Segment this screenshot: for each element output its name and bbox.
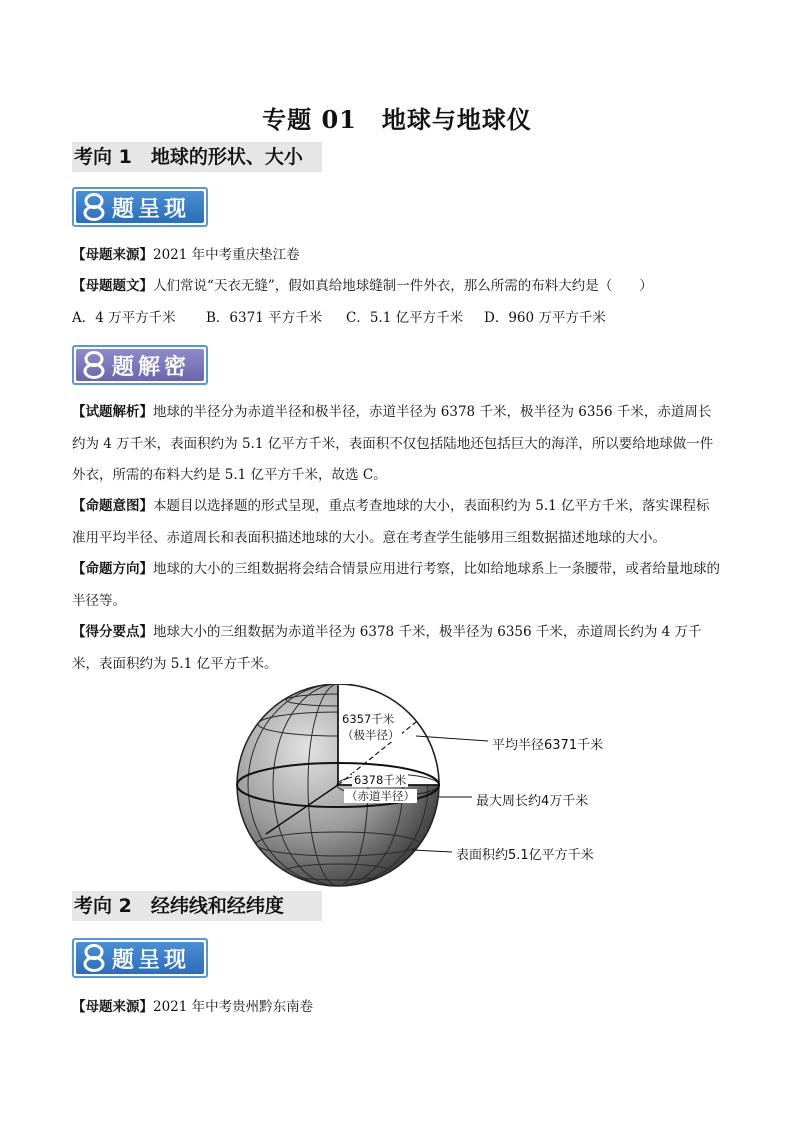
badge-question-decode (72, 345, 208, 385)
analysis-paragraph (72, 397, 722, 492)
intent-paragraph (72, 491, 722, 554)
source-tag: 【母题来源】 (72, 999, 153, 1015)
logo-icon (82, 193, 106, 221)
intent-tag: 【命题意图】 (72, 498, 153, 514)
option-b: B．6371 平方千米 (206, 310, 323, 326)
page-title: 专题 01 地球与地球仪 (262, 105, 532, 134)
earth-size-figure (236, 684, 626, 889)
question-tag: 【母题题文】 (72, 278, 153, 294)
points-tag: 【得分要点】 (72, 624, 153, 640)
source-text: 2021 年中考贵州黔东南卷 (153, 999, 314, 1015)
points-paragraph (72, 617, 722, 680)
question-text: 人们常说“天衣无缝”，假如真给地球缝制一件外衣，那么所需的布料大约是（ ） (153, 278, 653, 294)
polar-radius-value: 6357千米 (342, 712, 395, 726)
direction-text: 地球的大小的三组数据将会结合情景应用进行考察，比如给地球系上一条腰带，或者给量地球的半径等。 (72, 561, 720, 609)
points-text: 地球大小的三组数据为赤道半径为 6378 千米，极半径为 6356 千米，赤道周长约为 4 万千米，表面积约为 5.1 亿平方千米。 (72, 624, 702, 672)
section-heading-1: 考向 1 地球的形状、大小 (72, 142, 322, 172)
direction-tag: 【命题方向】 (72, 561, 153, 577)
equator-radius-label: （赤道半径） (346, 789, 415, 803)
option-d: D．960 万平方千米 (484, 310, 606, 326)
q1-source-line (72, 240, 722, 270)
section-heading-2: 考向 2 经纬线和经纬度 (72, 891, 322, 921)
badge-question-present (72, 938, 208, 978)
logo-icon (82, 351, 106, 379)
surface-area-label: 表面积约5.1亿平方千米 (456, 848, 594, 863)
q1-question-line (72, 271, 722, 301)
option-a: A．4 万平方千米 (72, 310, 176, 326)
badge-label: 题呈现 (112, 947, 191, 973)
badge-label: 题呈现 (112, 196, 191, 222)
badge-question-present (72, 187, 208, 227)
direction-paragraph (72, 554, 722, 617)
analysis-text: 地球的半径分为赤道半径和极半径，赤道半径为 6378 千米，极半径为 6356 千米，赤道周长约为 4 万千米，表面积约为 5.1 亿平方千米，表面积不仅包括陆地还包括巨大的海洋，所以要给地球做一件外衣，所需的布料大约是 5.1 亿平方千米，故选 C。 (72, 404, 714, 483)
q1-options (72, 307, 606, 329)
q2-source-line (72, 992, 722, 1022)
polar-radius-label: （极半径） (342, 728, 400, 742)
intent-text: 本题目以选择题的形式呈现，重点考查地球的大小，表面积约为 5.1 亿平方千米，落实课程标准用平均半径、赤道周长和表面积描述地球的大小。意在考查学生能够用三组数据描述地球的大小。 (72, 498, 710, 546)
badge-label: 题解密 (112, 354, 191, 380)
source-text: 2021 年中考重庆垫江卷 (153, 247, 300, 263)
mean-radius-label: 平均半径6371千米 (492, 738, 604, 753)
equator-radius-value: 6378千米 (354, 773, 407, 787)
source-tag: 【母题来源】 (72, 247, 153, 263)
logo-icon (82, 944, 106, 972)
analysis-tag: 【试题解析】 (72, 404, 153, 420)
option-c: C．5.1 亿平方千米 (346, 310, 464, 326)
circumference-label: 最大周长约4万千米 (476, 794, 589, 809)
